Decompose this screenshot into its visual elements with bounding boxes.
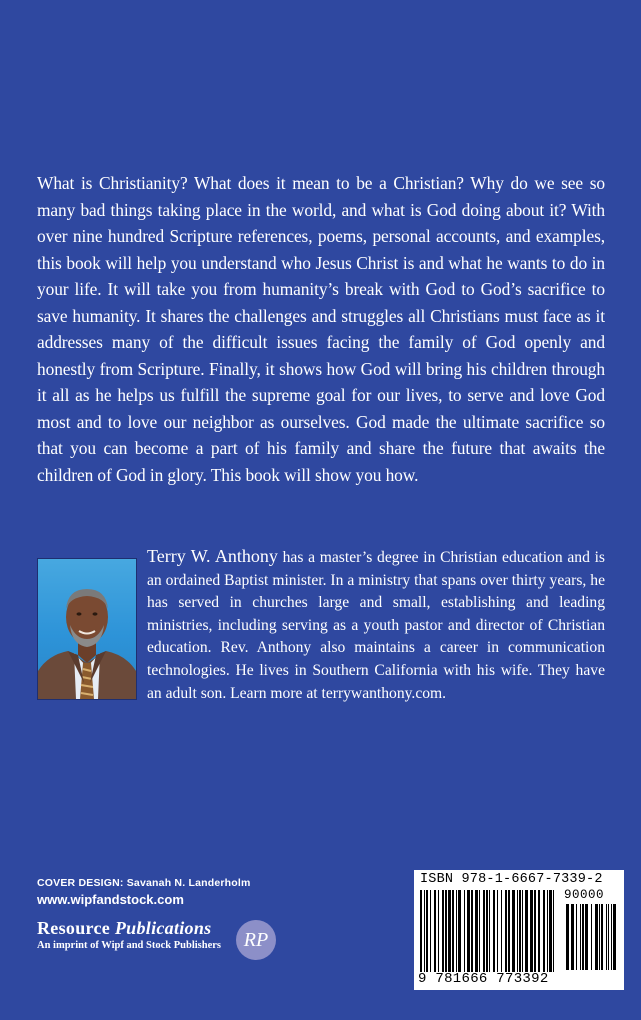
ean-number: 9 781666 773392 xyxy=(418,971,549,987)
barcode-bar xyxy=(543,890,545,972)
barcode-bar xyxy=(434,890,436,972)
barcode-bar xyxy=(426,890,428,972)
barcode-bar xyxy=(430,890,431,972)
barcode-bar xyxy=(456,890,457,972)
barcode-bar xyxy=(534,890,536,972)
barcode-bar xyxy=(505,890,507,972)
barcode-bar xyxy=(438,890,439,972)
barcode-bar xyxy=(566,904,569,970)
publisher-website: www.wipfandstock.com xyxy=(37,892,184,907)
barcode-bar xyxy=(517,890,518,972)
ean-barcode-bars xyxy=(418,890,558,972)
barcode-bar xyxy=(493,890,495,972)
barcode-bar xyxy=(458,890,461,972)
author-photo xyxy=(37,558,137,700)
barcode-bar xyxy=(448,890,451,972)
barcode-bar xyxy=(424,890,425,972)
barcode-bar xyxy=(608,904,609,970)
barcode-bar xyxy=(522,890,523,972)
isbn-text: ISBN 978-1-6667-7339-2 xyxy=(420,872,603,887)
barcode-bar xyxy=(601,904,603,970)
barcode-bar xyxy=(606,904,607,970)
barcode-bar xyxy=(445,890,447,972)
author-name: Terry W. Anthony xyxy=(147,546,278,566)
barcode-bar xyxy=(486,890,488,972)
author-portrait-image xyxy=(38,559,136,699)
barcode-bar xyxy=(549,890,552,972)
barcode-bar xyxy=(599,904,600,970)
barcode-bar xyxy=(501,890,502,972)
barcode-bar xyxy=(471,890,473,972)
publisher-logo-icon: RP xyxy=(236,920,276,960)
barcode-bar xyxy=(585,904,588,970)
barcode-bar xyxy=(497,890,498,972)
barcode-bar xyxy=(580,904,581,970)
barcode-bar xyxy=(442,890,444,972)
barcode-bar xyxy=(576,904,577,970)
barcode-bar xyxy=(452,890,454,972)
price-code-text: 90000 xyxy=(564,888,605,902)
back-cover-blurb: What is Christianity? What does it mean to be a Christian? Why do we see so many bad things taking place in the world, and what is God doing about it? With over nine hundred Scripture references, poems, personal accounts, and examples, this book will help you understand who Jesus Christ is and what he wants to do in your life. It will take you from humanity’s break with God to God’s sacrifice to save humanity. It shares the challenges and struggles all Christians must face as it addresses many of the difficult issues facing the family of God openly and honestly from Scripture. Finally, it shows how God will bring his children through it all as he helps us fulfill the supreme goal for our lives, to serve and love God most and to love our neighbor as ourselves. God made the ultimate sacrifice so that you can become a part of his family and share the future that awaits the children of God in glory. This book will show you how. xyxy=(37,173,605,485)
barcode-bar xyxy=(479,890,480,972)
imprint-line: An imprint of Wipf and Stock Publishers xyxy=(37,940,221,951)
barcode-bar xyxy=(595,904,598,970)
barcode-bar xyxy=(530,890,533,972)
barcode-bar xyxy=(475,890,478,972)
publisher-block xyxy=(37,918,221,951)
price-barcode-bars xyxy=(564,904,620,970)
credits xyxy=(37,877,251,907)
barcode-bar xyxy=(538,890,540,972)
author-bio-text: has a master’s degree in Christian education and is an ordained Baptist minister. In a ministry that spans over thirty years, he has served in churches large and small, establishing and leading ministries, including serving as a youth pastor and director of Christian education. Rev. Anthony also maintains a career in communication technologies. He lives in Southern California with his wife. They have an adult son. Learn more at terrywanthony.com. xyxy=(147,549,606,702)
barcode-bar xyxy=(489,890,490,972)
barcode-bar xyxy=(611,904,612,970)
barcode-bar xyxy=(547,890,548,972)
publisher-name-part1: Resource xyxy=(37,918,115,938)
barcode-bar xyxy=(613,904,616,970)
barcode-bar xyxy=(582,904,584,970)
barcode-bar xyxy=(519,890,521,972)
barcode-bar xyxy=(467,890,470,972)
publisher-name xyxy=(37,918,221,939)
author-bio xyxy=(147,545,605,705)
publisher-name-part2: Publications xyxy=(114,918,212,938)
barcode-bar xyxy=(553,890,554,972)
barcode-bar xyxy=(420,890,422,972)
barcode-bar xyxy=(525,890,528,972)
barcode-bar xyxy=(464,890,465,972)
barcode-bar xyxy=(591,904,592,970)
barcode-bar xyxy=(508,890,510,972)
cover-design-credit: COVER DESIGN: Savanah N. Landerholm xyxy=(37,877,251,889)
barcode xyxy=(414,870,624,990)
barcode-bar xyxy=(483,890,485,972)
barcode-bar xyxy=(571,904,574,970)
barcode-bar xyxy=(512,890,515,972)
